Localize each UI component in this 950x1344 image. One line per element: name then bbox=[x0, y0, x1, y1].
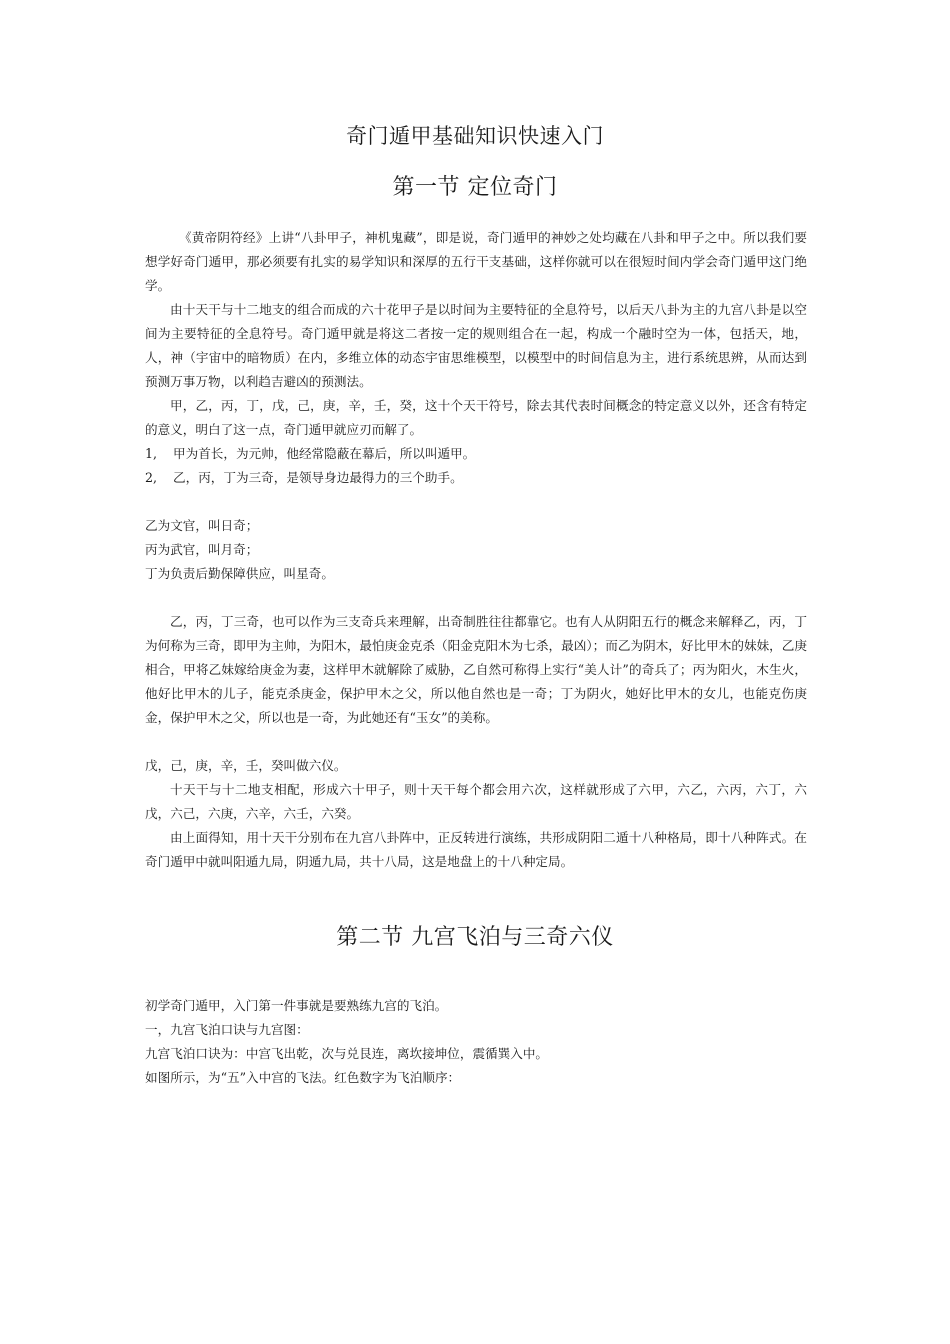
paragraph: 甲，乙，丙，丁，戊，己，庚，辛，壬，癸，这十个天干符号，除去其代表时间概念的特定意义以外，还含有特定的意义，明白了这一点，奇门遁甲就应刃而解了。 bbox=[145, 398, 807, 437]
spacer bbox=[145, 490, 807, 514]
list-item: 丙为武官，叫月奇； bbox=[145, 542, 259, 557]
list-item: 丁为负责后勤保障供应，叫星奇。 bbox=[145, 566, 334, 581]
paragraph: 如图所示，为“五”入中宫的飞法。红色数字为飞泊顺序： bbox=[145, 1070, 461, 1085]
paragraph: 《黄帝阴符经》上讲“八卦甲子，神机鬼藏”，即是说，奇门遁甲的神妙之处均藏在八卦和甲子之中。所以我们要想学好奇门遁甲，那必须要有扎实的易学知识和深厚的五行干支基础，这样你就可以在很短时间内学会奇门遁甲这门绝学。 bbox=[145, 230, 807, 293]
list-item: 乙为文官，叫日奇； bbox=[145, 518, 259, 533]
paragraph: 由上面得知，用十天干分别布在九宫八卦阵中，正反转进行演练，共形成阴阳二遁十八种格局，即十八种阵式。在奇门遁甲中就叫阳遁九局，阴遁九局，共十八局，这是地盘上的十八种定局。 bbox=[145, 830, 807, 869]
paragraph: 十天干与十二地支相配，形成六十甲子，则十天干每个都会用六次，这样就形成了六甲，六乙，六丙，六丁，六戊，六己，六庚，六辛，六壬，六癸。 bbox=[145, 782, 807, 821]
spacer bbox=[145, 586, 807, 610]
section-1-body bbox=[145, 226, 807, 874]
section-2-heading: 第二节 九宫飞泊与三奇六仪 bbox=[336, 925, 614, 950]
numbered-item: 1, 甲为首长，为元帅，他经常隐蔽在幕后，所以叫遁甲。 bbox=[145, 446, 476, 461]
paragraph: 戊，己，庚，辛，壬，癸叫做六仪。 bbox=[145, 758, 347, 773]
paragraph: 乙，丙，丁三奇，也可以作为三支奇兵来理解，出奇制胜往往都靠它。也有人从阴阳五行的概念来解释乙，丙，丁为何称为三奇，即甲为主帅，为阳木，最怕庚金克杀（阳金克阳木为七杀，最凶）；而乙为阴木，好比甲木的妹妹，乙庚相合，甲将乙妹嫁给庚金为妻，这样甲木就解除了威胁，乙自然可称得上实行“美人计”的奇兵了；丙为阳火，木生火，他好比甲木的儿子，能克杀庚金，保护甲木之父，所以他自然也是一奇；丁为阴火，她好比甲木的女儿，也能克伤庚金，保护甲木之父，所以也是一奇，为此她还有“玉女”的美称。 bbox=[145, 614, 807, 725]
paragraph: 九宫飞泊口诀为：中宫飞出乾，次与兑艮连，离坎接坤位，震循巽入中。 bbox=[145, 1046, 548, 1061]
spacer bbox=[145, 730, 807, 754]
document-title: 奇门遁甲基础知识快速入门 bbox=[346, 124, 604, 148]
section-1-heading: 第一节 定位奇门 bbox=[392, 175, 558, 200]
paragraph: 由十天干与十二地支的组合而成的六十花甲子是以时间为主要特征的全息符号，以后天八卦为主的九宫八卦是以空间为主要特征的全息符号。奇门遁甲就是将这二者按一定的规则组合在一起，构成一个融时空为一体，包括天，地，人，神（宇宙中的暗物质）在内，多维立体的动态宇宙思维模型，以模型中的时间信息为主，进行系统思辨，从而达到预测万事万物，以利趋吉避凶的预测法。 bbox=[145, 302, 807, 389]
section-2-body bbox=[145, 994, 807, 1090]
numbered-item: 2, 乙，丙，丁为三奇，是领导身边最得力的三个助手。 bbox=[145, 470, 463, 485]
paragraph: 一，九宫飞泊口诀与九宫图： bbox=[145, 1022, 309, 1037]
paragraph: 初学奇门遁甲，入门第一件事就是要熟练九宫的飞泊。 bbox=[145, 998, 448, 1013]
